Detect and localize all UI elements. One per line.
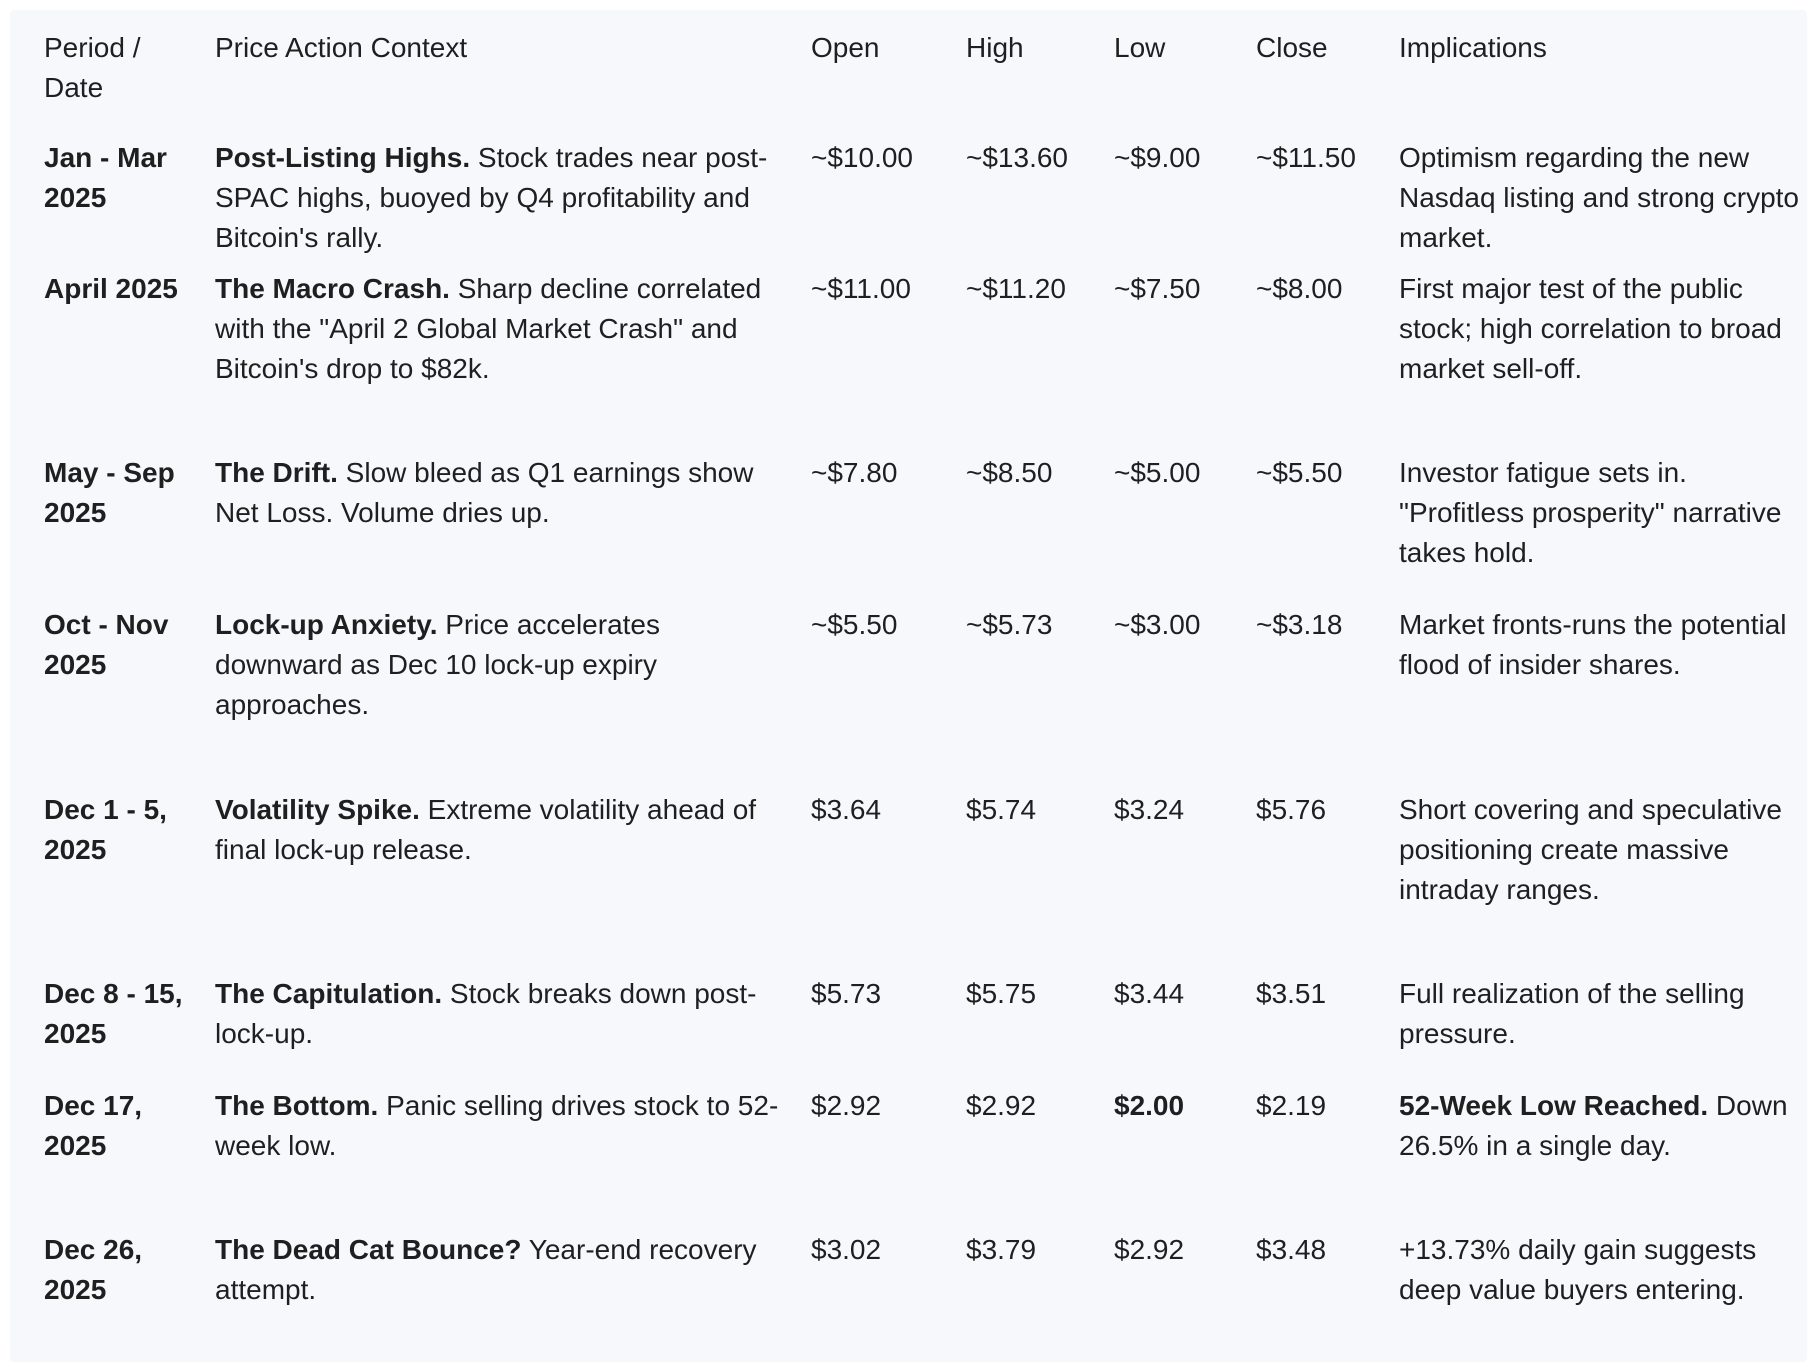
cell-high: ~$8.50 bbox=[966, 457, 1053, 488]
cell-period: Dec 1 - 5, 2025 bbox=[44, 794, 167, 865]
context-text: Extreme volatility ahead of final lock-up release. bbox=[215, 794, 757, 865]
price-action-table bbox=[32, 10, 1812, 1330]
cell-low: $3.24 bbox=[1114, 794, 1185, 825]
cell-close: $3.48 bbox=[1256, 1234, 1327, 1265]
cell-open: ~$11.00 bbox=[811, 273, 911, 304]
cell-high: $5.74 bbox=[966, 794, 1037, 825]
context-text: Price accelerates downward as Dec 10 lock-up expiry approaches. bbox=[215, 609, 661, 720]
cell-low: $2.00 bbox=[1114, 1090, 1185, 1121]
cell-open: ~$5.50 bbox=[811, 609, 898, 640]
table-row bbox=[32, 1086, 1812, 1230]
context-text: Stock breaks down post-lock-up. bbox=[215, 978, 757, 1049]
table-row bbox=[32, 1230, 1812, 1330]
cell-high: ~$5.73 bbox=[966, 609, 1053, 640]
cell-open: $3.64 bbox=[811, 794, 882, 825]
cell-period: Oct - Nov 2025 bbox=[44, 609, 169, 680]
cell-high: $5.75 bbox=[966, 978, 1037, 1009]
table-row bbox=[32, 974, 1812, 1086]
cell-context bbox=[203, 269, 799, 453]
cell-context bbox=[203, 453, 799, 605]
header-high: High bbox=[966, 32, 1024, 63]
header-period: Period / Date bbox=[44, 32, 141, 103]
cell-context bbox=[203, 974, 799, 1086]
cell-close: ~$3.18 bbox=[1256, 609, 1343, 640]
header-implications: Implications bbox=[1399, 32, 1547, 63]
implications-text: Down 26.5% in a single day. bbox=[1399, 1090, 1788, 1161]
implications-text: Market fronts-runs the potential flood of insider shares. bbox=[1399, 609, 1787, 680]
context-title: Post-Listing Highs. bbox=[215, 142, 471, 173]
table-row bbox=[32, 269, 1812, 453]
context-text: Slow bleed as Q1 earnings show Net Loss. Volume dries up. bbox=[215, 457, 754, 528]
cell-context bbox=[203, 790, 799, 974]
cell-close: ~$8.00 bbox=[1256, 273, 1343, 304]
cell-close: $5.76 bbox=[1256, 794, 1327, 825]
table-header-row bbox=[32, 10, 1812, 138]
implications-text: First major test of the public stock; high correlation to broad market sell-off. bbox=[1399, 273, 1782, 384]
implications-text: Investor fatigue sets in. "Profitless prosperity" narrative takes hold. bbox=[1399, 457, 1782, 568]
header-low: Low bbox=[1114, 32, 1166, 63]
implications-text: +13.73% daily gain suggests deep value buyers entering. bbox=[1399, 1234, 1757, 1305]
context-text: Stock trades near post-SPAC highs, buoyed by Q4 profitability and Bitcoin's rally. bbox=[215, 142, 768, 253]
cell-implications bbox=[1387, 790, 1812, 974]
implications-text: Full realization of the selling pressure. bbox=[1399, 978, 1745, 1049]
context-title: The Capitulation. bbox=[215, 978, 443, 1009]
cell-open: $5.73 bbox=[811, 978, 882, 1009]
cell-high: $2.92 bbox=[966, 1090, 1037, 1121]
table-row bbox=[32, 453, 1812, 605]
cell-close: ~$5.50 bbox=[1256, 457, 1343, 488]
cell-low: ~$9.00 bbox=[1114, 142, 1201, 173]
table-panel bbox=[10, 10, 1807, 1362]
implications-text: Short covering and speculative positioning create massive intraday ranges. bbox=[1399, 794, 1782, 905]
context-title: The Bottom. bbox=[215, 1090, 379, 1121]
cell-high: $3.79 bbox=[966, 1234, 1037, 1265]
context-title: The Dead Cat Bounce? bbox=[215, 1234, 522, 1265]
cell-period: May - Sep 2025 bbox=[44, 457, 175, 528]
cell-open: $3.02 bbox=[811, 1234, 882, 1265]
cell-context bbox=[203, 138, 799, 269]
cell-implications bbox=[1387, 1086, 1812, 1230]
cell-context bbox=[203, 1086, 799, 1230]
header-close: Close bbox=[1256, 32, 1328, 63]
cell-context bbox=[203, 605, 799, 790]
cell-context bbox=[203, 1230, 799, 1330]
cell-open: ~$7.80 bbox=[811, 457, 898, 488]
cell-period: Dec 17, 2025 bbox=[44, 1090, 143, 1161]
cell-low: $3.44 bbox=[1114, 978, 1185, 1009]
cell-low: ~$7.50 bbox=[1114, 273, 1201, 304]
context-text: Year-end recovery attempt. bbox=[215, 1234, 757, 1305]
cell-low: $2.92 bbox=[1114, 1234, 1185, 1265]
cell-implications bbox=[1387, 453, 1812, 605]
context-title: Volatility Spike. bbox=[215, 794, 420, 825]
header-open: Open bbox=[811, 32, 880, 63]
context-text: Panic selling drives stock to 52-week low. bbox=[215, 1090, 779, 1161]
cell-close: $2.19 bbox=[1256, 1090, 1327, 1121]
cell-high: ~$11.20 bbox=[966, 273, 1066, 304]
header-context: Price Action Context bbox=[215, 32, 468, 63]
cell-implications bbox=[1387, 1230, 1812, 1330]
cell-period: Dec 26, 2025 bbox=[44, 1234, 143, 1305]
table-row bbox=[32, 605, 1812, 790]
cell-implications bbox=[1387, 974, 1812, 1086]
cell-open: $2.92 bbox=[811, 1090, 882, 1121]
context-title: The Macro Crash. bbox=[215, 273, 450, 304]
cell-implications bbox=[1387, 138, 1812, 269]
cell-period: Dec 8 - 15, 2025 bbox=[44, 978, 183, 1049]
cell-low: ~$3.00 bbox=[1114, 609, 1201, 640]
cell-implications bbox=[1387, 269, 1812, 453]
context-text: Sharp decline correlated with the "April 2 Global Market Crash" and Bitcoin's drop to $82k. bbox=[215, 273, 762, 384]
table-row bbox=[32, 790, 1812, 974]
cell-high: ~$13.60 bbox=[966, 142, 1068, 173]
implications-text: Optimism regarding the new Nasdaq listing and strong crypto market. bbox=[1399, 142, 1799, 253]
cell-close: $3.51 bbox=[1256, 978, 1327, 1009]
cell-period: Jan - Mar 2025 bbox=[44, 142, 167, 213]
cell-implications bbox=[1387, 605, 1812, 790]
cell-period: April 2025 bbox=[44, 273, 178, 304]
context-title: The Drift. bbox=[215, 457, 338, 488]
table-row bbox=[32, 138, 1812, 269]
cell-low: ~$5.00 bbox=[1114, 457, 1201, 488]
cell-close: ~$11.50 bbox=[1256, 142, 1356, 173]
implications-title: 52-Week Low Reached. bbox=[1399, 1090, 1709, 1121]
cell-open: ~$10.00 bbox=[811, 142, 913, 173]
context-title: Lock-up Anxiety. bbox=[215, 609, 438, 640]
